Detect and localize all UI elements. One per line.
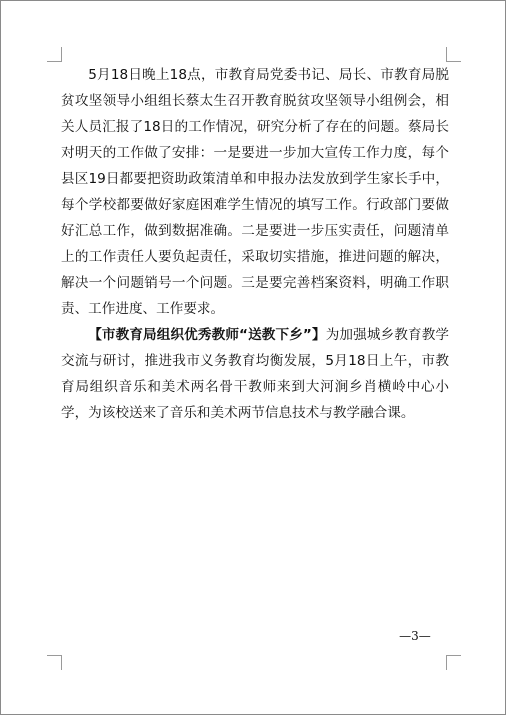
page-number: —3— — [399, 629, 431, 643]
paragraph-text: 5月18日晚上18点，市教育局党委书记、局长、市教育局脱贫攻坚领导小组组长蔡太生召开教育脱贫攻坚领导小组例会，相关人员汇报了18日的工作情况，研究分析了存在的问题。蔡局长对明天的工作做了安排：一是要进一步加大宣传工作力度，每个县区19日都要把资助政策清单和申报办法发放到学生家长手中，每个学校都要做好家庭困难学生情况的填写工作。行政部门要做好汇总工作，做到数据准确。二是要进一步压实责任，问题清单上的工作责任人要负起责任，采取切实措施，推进问题的解决，解决一个问题销号一个问题。三是要完善档案资料，明确工作职责、工作进度、工作要求。 — [61, 67, 449, 317]
crop-mark-bottom-right — [446, 655, 461, 670]
crop-mark-top-left — [47, 47, 62, 62]
paragraph-headline: 【市教育局组织优秀教师“送教下乡”】 — [88, 327, 326, 343]
paragraph-text: 为加强城乡教育教学交流与研讨，推进我市义务教育均衡发展，5月18日上午，市教育局组织音乐和美术两名骨干教师来到大河涧乡肖横岭中心小学，为该校送来了音乐和美术两节信息技术与教学融合课。 — [61, 327, 449, 421]
paragraph-party-meeting — [61, 62, 449, 322]
paragraph-send-teaching — [61, 322, 449, 426]
document-body — [61, 62, 449, 426]
crop-mark-top-right — [446, 47, 461, 62]
crop-mark-bottom-left — [47, 655, 62, 670]
